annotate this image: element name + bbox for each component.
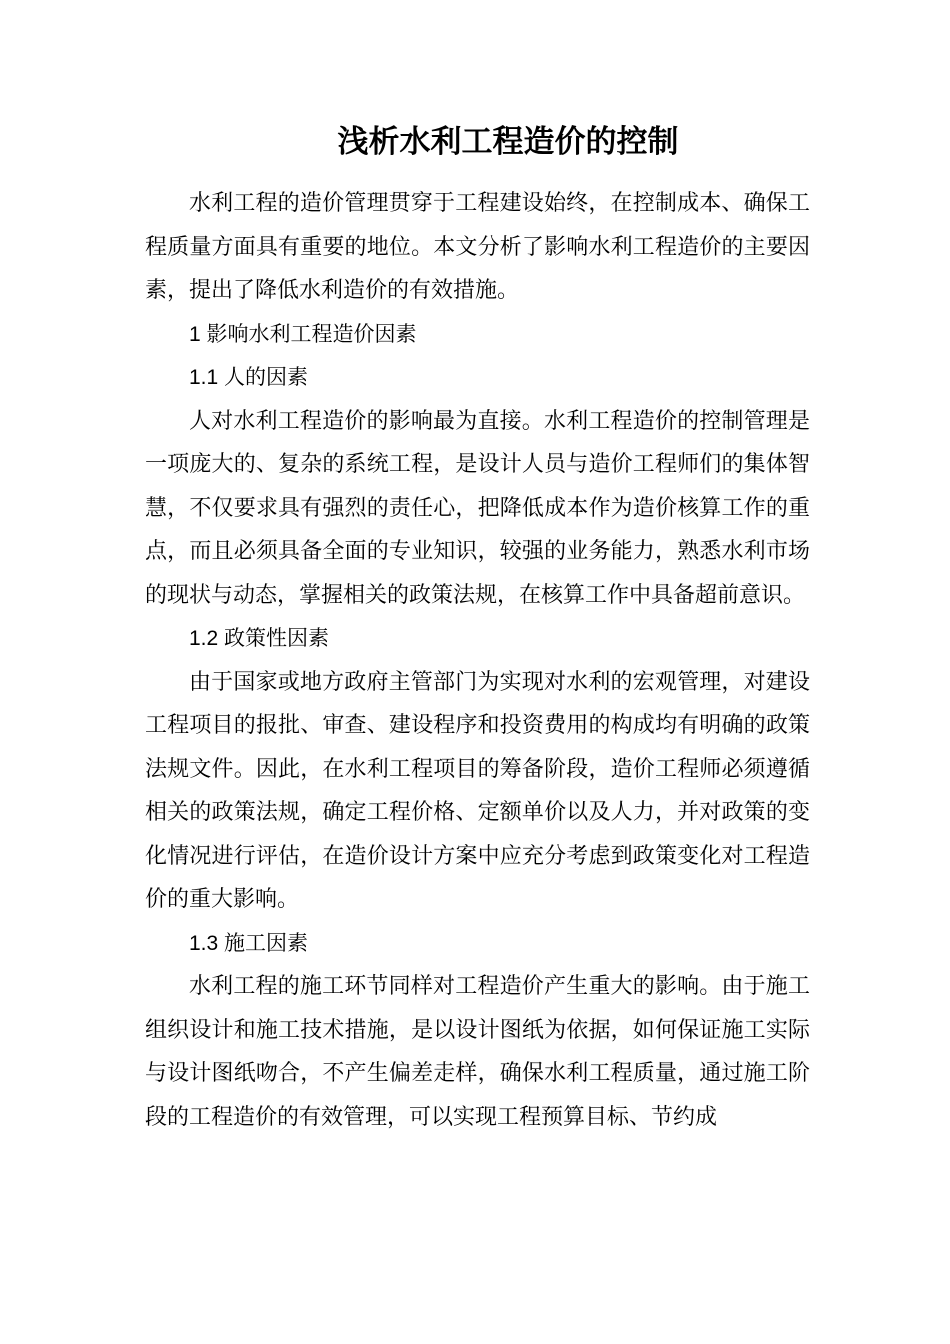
- document-body: [145, 182, 810, 1139]
- section-1-1-paragraph: 人对水利工程造价的影响最为直接。水利工程造价的控制管理是一项庞大的、复杂的系统工程，是设计人员与造价工程师们的集体智慧，不仅要求具有强烈的责任心，把降低成本作为造价核算工作的重点，而且必须具备全面的专业知识，较强的业务能力，熟悉水利市场的现状与动态，掌握相关的政策法规，在核算工作中具备超前意识。: [145, 408, 810, 608]
- abstract-paragraph: 水利工程的造价管理贯穿于工程建设始终，在控制成本、确保工程质量方面具有重要的地位。本文分析了影响水利工程造价的主要因素，提出了降低水利造价的有效措施。: [145, 191, 810, 303]
- section-1-3-paragraph: 水利工程的施工环节同样对工程造价产生重大的影响。由于施工组织设计和施工技术措施，是以设计图纸为依据，如何保证施工实际与设计图纸吻合，不产生偏差走样，确保水利工程质量，通过施工阶段的工程造价的有效管理，可以实现工程预算目标、节约成: [145, 974, 810, 1130]
- section-1-2-paragraph: 由于国家或地方政府主管部门为实现对水利的宏观管理，对建设工程项目的报批、审查、建设程序和投资费用的构成均有明确的政策法规文件。因此，在水利工程项目的筹备阶段，造价工程师必须遵循相关的政策法规，确定工程价格、定额单价以及人力，并对政策的变化情况进行评估，在造价设计方案中应充分考虑到政策变化对工程造价的重大影响。: [145, 669, 810, 912]
- section-heading-1-2: 1.2 政策性因素: [189, 627, 330, 650]
- section-heading-1: 1 影响水利工程造价因素: [189, 322, 417, 346]
- section-heading-1-1: 1.1 人的因素: [189, 366, 309, 389]
- document-title: 浅析水利工程造价的控制: [337, 124, 679, 160]
- section-heading-1-3: 1.3 施工因素: [189, 931, 309, 955]
